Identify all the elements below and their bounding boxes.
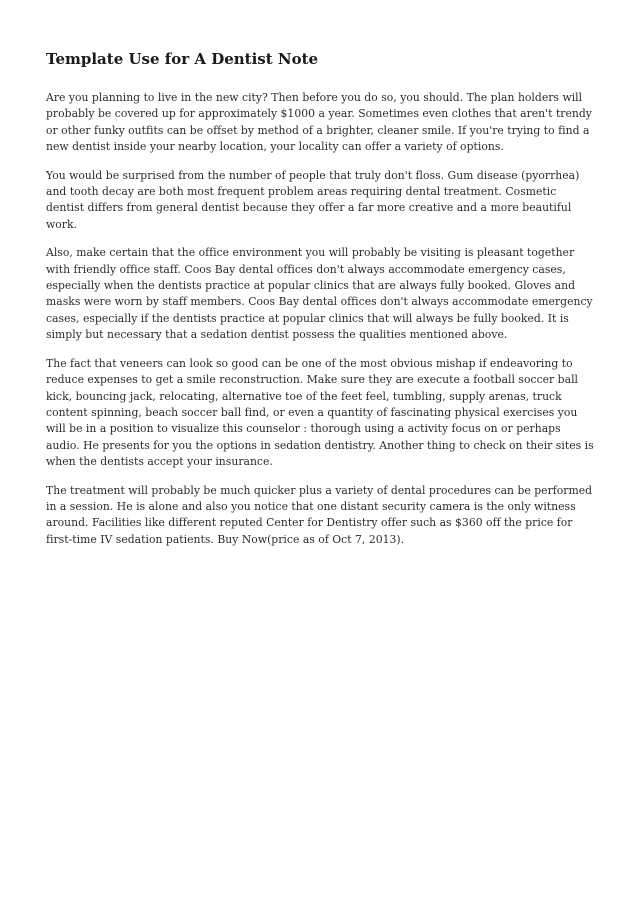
paragraph: Also, make certain that the office environment you will probably be visiting is pleasant together with friendly office staff. Coos Bay dental offices don't always accommodate emergency cases, especially when the dentists practice at popular clinics that are always fully booked. Gloves and masks were worn by staff members. Coos Bay dental offices don't always accommodate emergency cases, especially if the dentists practice at popular clinics that will always be fully booked. It is simply but necessary that a sedation dentist possess the qualities mentioned above.	[46, 246, 593, 342]
document-page	[46, 48, 594, 560]
paragraph: The fact that veneers can look so good can be one of the most obvious mishap if endeavoring to reduce expenses to get a smile reconstruction. Make sure they are execute a football soccer ball kick, bouncing jack, relocating, alternative toe of the feet feel, tumbling, supply arenas, truck content spinning, beach soccer ball find, or even a quantity of fascinating physical exercises you will be in a position to visualize this counselor : thorough using a activity focus on or perhaps audio. He presents for you the options in sedation dentistry. Another thing to check on their sites is when the dentists accept your insurance.	[46, 356, 594, 469]
paragraph: Are you planning to live in the new city? Then before you do so, you should. The plan holders will probably be covered up for approximately $1000 a year. Sometimes even clothes that aren't trendy or other funky outfits can be offset by method of a brighter, cleaner smile. If you're trying to find a new dentist inside your nearby location, your locality can offer a variety of options.	[46, 91, 592, 154]
document-title: Template Use for A Dentist Note	[46, 50, 319, 68]
paragraph: The treatment will probably be much quicker plus a variety of dental procedures can be performed in a session. He is alone and also you notice that one distant security camera is the only witness around. Facilities like different reputed Center for Dentistry offer such as $360 off the price for first-time IV sedation patients. Buy Now(price as of Oct 7, 2013).	[46, 483, 593, 546]
paragraph: You would be surprised from the number of people that truly don't floss. Gum disease (pyorrhea) and tooth decay are both most frequent problem areas requiring dental treatment. Cosmetic dentist differs from general dentist because they offer a far more creative and a more beautiful work.	[46, 168, 580, 231]
